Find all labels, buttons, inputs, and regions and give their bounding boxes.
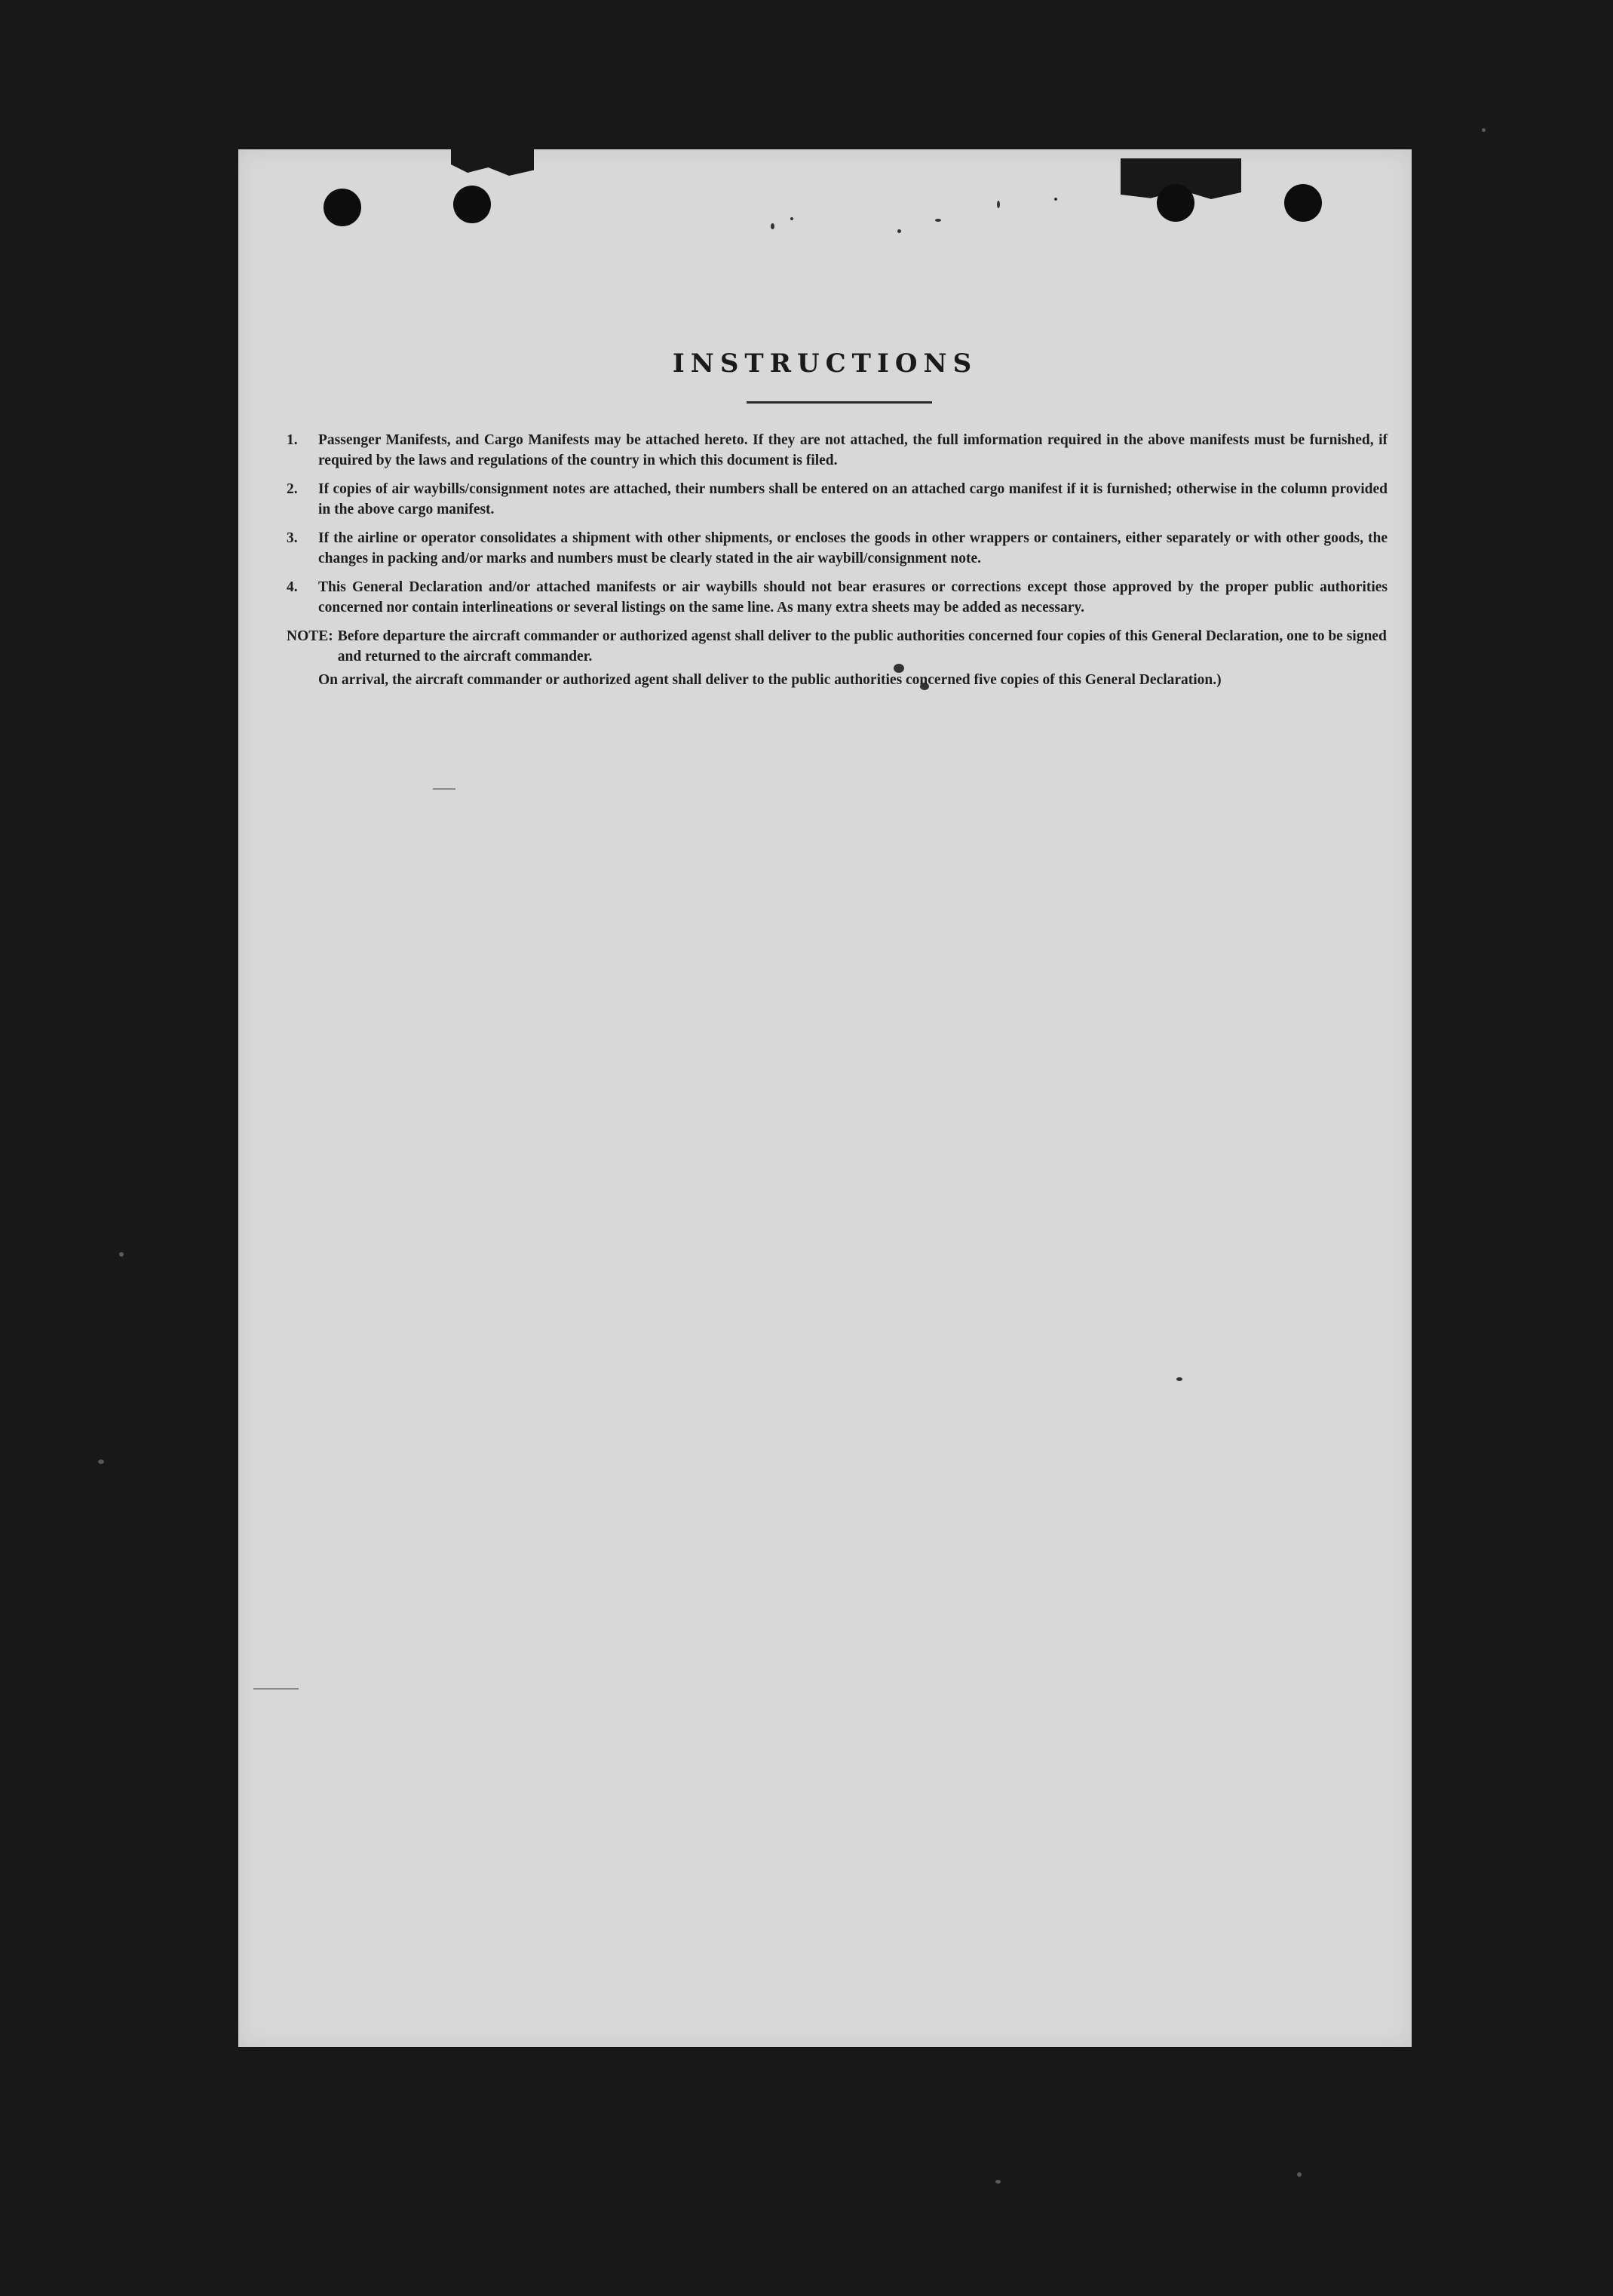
item-number: 1. [287,432,298,448]
background-speck [1482,128,1486,132]
item-number: 2. [287,481,298,497]
margin-mark [253,1688,299,1690]
scan-smudge [790,217,793,220]
item-text: If copies of air waybills/consignment notes are attached, their numbers shall be entered on an attached cargo manifest if it is furnished; otherwise in the column provided in the above cargo manifest. [318,481,1388,517]
instruction-item [287,430,1388,471]
background-speck [119,1252,124,1257]
instructions-list [287,430,1388,690]
item-number: 3. [287,530,298,546]
note-label: NOTE: [287,628,333,644]
instruction-item [287,479,1388,520]
note-row [287,626,1388,667]
scan-smudge [771,223,774,229]
item-number: 4. [287,579,298,595]
item-text: Passenger Manifests, and Cargo Manifests may be attached hereto. If they are not attached, the full imformation required in the above manifests must be furnished, if required by the laws and regulations of the country in which this document is filed. [318,432,1388,468]
punch-hole [324,189,361,226]
scan-smudge [897,229,901,233]
item-text: This General Declaration and/or attached manifests or air waybills should not bear erasures or corrections except those approved by the proper public authorities concerned nor contain interlineations or several listings on the same line. As many extra sheets may be added as necessary. [318,579,1388,615]
background-speck [98,1460,104,1464]
instruction-item [287,577,1388,618]
title-underline [747,401,932,404]
scan-smudge [1054,198,1057,201]
page-title: INSTRUCTIONS [672,348,978,379]
punch-hole [453,186,491,223]
item-text: If the airline or operator consolidates a shipment with other shipments, or encloses the goods in other wrappers or containers, either separately or with other goods, the changes in packing and/or marks and numbers must be clearly stated in the air waybill/consignment note. [318,530,1388,566]
background-speck [1297,2172,1302,2177]
punch-hole [1284,184,1322,222]
note-text: Before departure the aircraft commander or authorized agenst shall deliver to the public authorities concerned four copies of this General Declaration, one to be signed and returned to the aircraft commander. [337,628,1387,665]
punch-hole [1157,184,1194,222]
note-block [287,626,1388,690]
margin-mark [433,788,455,790]
scan-smudge [997,201,1000,208]
scan-smudge [935,219,941,222]
scan-smudge [1176,1377,1182,1381]
note-arrival-text: On arrival, the aircraft commander or authorized agent shall deliver to the public authorities concerned five copies of this General Declaration.) [318,672,1222,688]
background-speck [995,2180,1001,2184]
instruction-item [287,528,1388,569]
